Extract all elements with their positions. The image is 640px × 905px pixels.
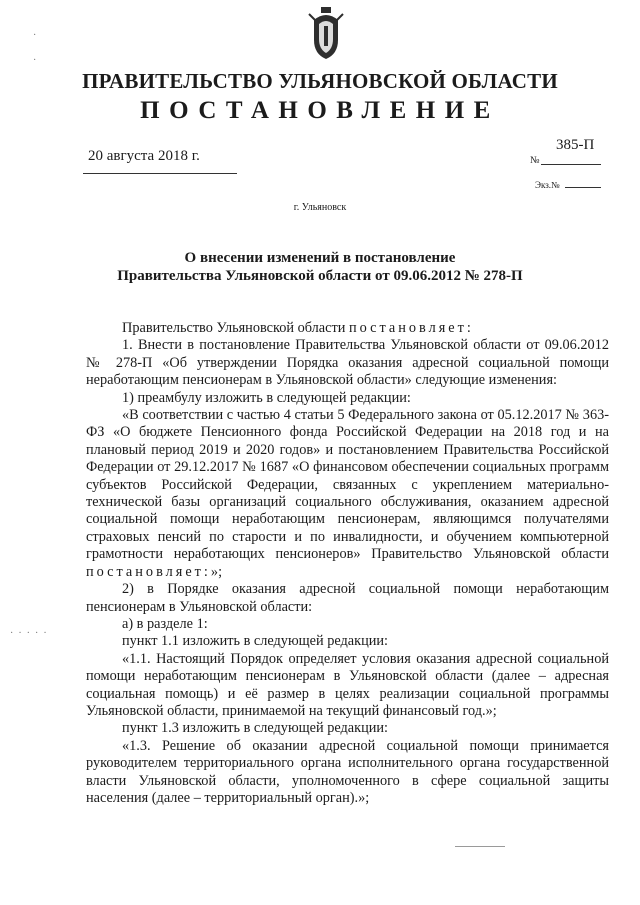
number-underline [541, 164, 601, 165]
copy-number-label: Экз.№ [535, 180, 560, 190]
document-body [86, 320, 609, 807]
document-subject [0, 249, 640, 285]
document-number: 385-П [556, 137, 595, 153]
preamble-decree-word: постановляет: [86, 563, 211, 580]
body-paragraph-3 [86, 407, 609, 581]
document-type: ПОСТАНОВЛЕНИЕ [140, 97, 500, 124]
preamble-end: »; [210, 563, 223, 580]
subject-line-2: Правительства Ульяновской области от 09.06.2012 № 278-П [117, 268, 523, 284]
date-underline [83, 173, 237, 174]
body-paragraph-5: а) в разделе 1: [122, 615, 208, 632]
margin-dots: ····· [10, 628, 52, 639]
body-paragraph-7: «1.1. Настоящий Порядок определяет условия оказания адресной социальной помощи неработающим пенсионерам в Ульяновской области (далее – адресная социальная помощь) и её размер в целях реализации социальной программы Ульяновской области, принимаемой на текущий финансовый год.»; [86, 650, 609, 719]
body-paragraph-1: 1. Внести в постановление Правительства Ульяновской области от 09.06.2012 № 278-П «Об утверждении Порядка оказания адресной социальной помощи неработающим пенсионерам в Ульяновской области» следующие изменения: [86, 337, 609, 389]
body-intro [86, 320, 609, 337]
intro-prefix: Правительство Ульяновской области [122, 320, 349, 336]
body-paragraph-2: 1) преамбулу изложить в следующей редакции: [122, 389, 411, 406]
body-paragraph-9: «1.3. Решение об оказании адресной социальной помощи принимается руководителем территориального органа исполнительного органа государственной власти Ульяновской области, уполномоченного в сфере социальной защиты населения (далее – территориальный орган).»; [86, 737, 609, 806]
intro-decree-word: постановляет: [348, 320, 474, 336]
margin-mark: · [33, 55, 37, 66]
number-sign: № [530, 155, 540, 166]
subject-line-1: О внесении изменений в постановление [184, 250, 456, 266]
body-paragraph-8: пункт 1.3 изложить в следующей редакции: [122, 720, 389, 737]
footer-mark [455, 846, 505, 847]
document-date: 20 августа 2018 г. [88, 148, 200, 164]
margin-mark: · [33, 30, 37, 41]
government-title: ПРАВИТЕЛЬСТВО УЛЬЯНОВСКОЙ ОБЛАСТИ [82, 69, 558, 93]
copy-number-underline [565, 187, 601, 188]
body-paragraph-6: пункт 1.1 изложить в следующей редакции: [122, 633, 389, 650]
coat-of-arms-emblem [305, 6, 347, 62]
body-paragraph-4: 2) в Порядке оказания адресной социальной помощи неработающим пенсионерам в Ульяновской области: [86, 581, 609, 615]
preamble-text: «В соответствии с частью 4 статьи 5 Федерального закона от 05.12.2017 № 363-ФЗ «О бюджете Пенсионного фонда Российской Федерации на 2018 год и на плановый период 2019 и 2020 годов» и постановлением Правительства Российской Федерации от 29.12.2017 № 1687 «О финансовом обеспечении социальных программ субъектов Российской Федерации, связанных с укреплением материально-технической базы организаций социального обслуживания, оказанием адресной социальной помощи неработающим пенсионерам, являющимся получателями страховых пенсий по старости и по инвалидности, и обучением компьютерной грамотности неработающих пенсионеров» Правительство Ульяновской области [86, 407, 609, 563]
document-city: г. Ульяновск [293, 202, 347, 213]
